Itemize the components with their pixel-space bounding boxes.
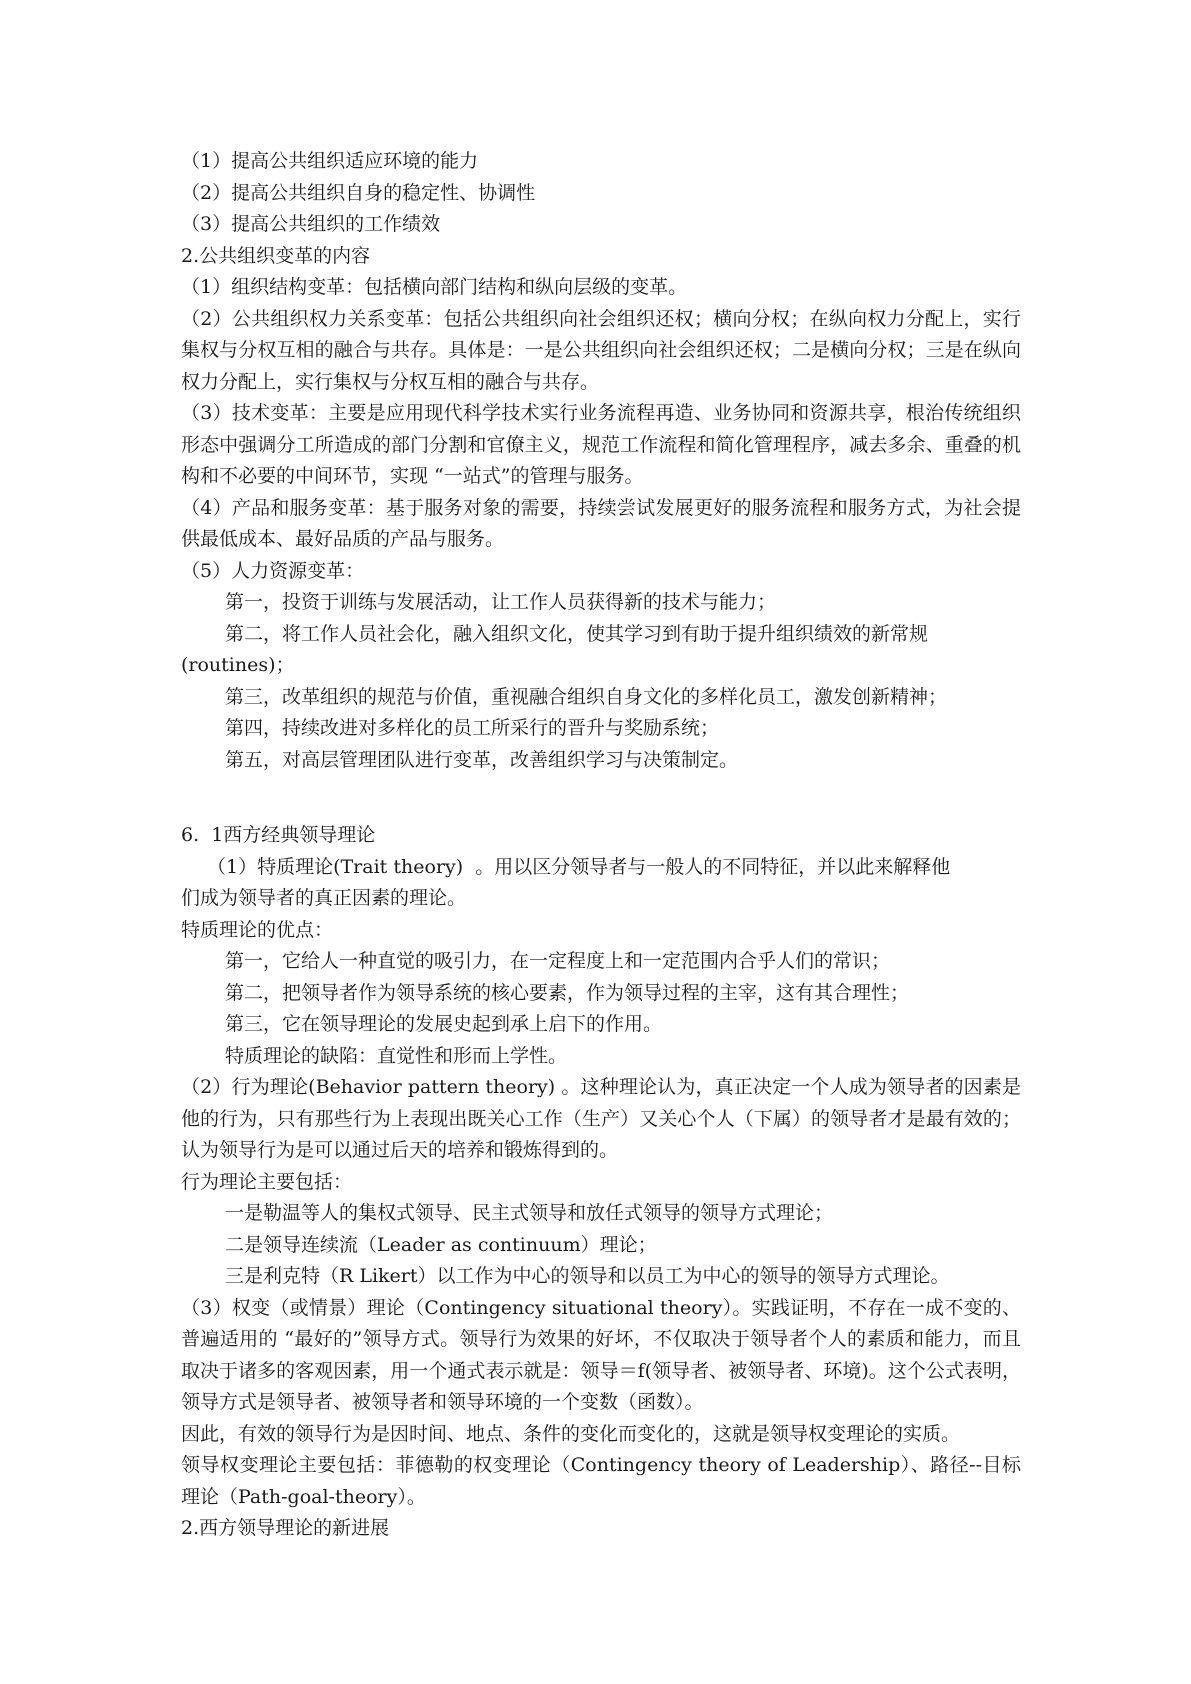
text-line: （2）提高公共组织自身的稳定性、协调性 [181, 181, 536, 204]
text-line: 特质理论的优点： [181, 918, 334, 941]
list-item: 二是领导连续流（Leader as continuum）理论； [225, 1233, 657, 1256]
list-item: 第二，把领导者作为领导系统的核心要素，作为领导过程的主宰，这有其合理性； [225, 981, 910, 1004]
paragraph: （2）公共组织权力关系变革：包括公共组织向社会组织还权；横向分权；在纵向权力分配上，实行集权与分权互相的融合与共存。具体是：一是公共组织向社会组织还权；二是横向分权；三是在纵向权力分配上，实行集权与分权互相的融合与共存。 [181, 307, 1021, 393]
blank-gap [181, 776, 1021, 820]
section-heading: 2.公共组织变革的内容 [181, 244, 371, 267]
paragraph: 因此，有效的领导行为是因时间、地点、条件的变化而变化的，这就是领导权变理论的实质。 [181, 1422, 961, 1445]
paragraph: （2）行为理论(Behavior pattern theory) 。这种理论认为，真正决定一个人成为领导者的因素是他的行为，只有那些行为上表现出既关心工作（生产）又关心个人（下属）的领导者才是最有效的；认为领导行为是可以通过后天的培养和锻炼得到的。 [181, 1076, 1021, 1161]
text-line: （5）人力资源变革： [181, 559, 365, 582]
list-item: 第三，它在领导理论的发展史起到承上启下的作用。 [225, 1013, 663, 1035]
list-item: 第四，持续改进对多样化的员工所采行的晋升与奖励系统； [225, 717, 720, 739]
text-line: （1）组织结构变革：包括横向部门结构和纵向层级的变革。 [181, 276, 688, 298]
list-item: 第五，对高层管理团队进行变革，改善组织学习与决策制定。 [225, 748, 739, 771]
text-line: （3）提高公共组织的工作绩效 [181, 213, 441, 235]
paragraph-continuation: 们成为领导者的真正因素的理论。 [181, 887, 467, 909]
text-line: 行为理论主要包括： [181, 1170, 353, 1193]
section-heading: 2.西方领导理论的新进展 [181, 1517, 390, 1539]
text-line: （1）提高公共组织适应环境的能力 [181, 150, 479, 172]
paragraph: （3）权变（或情景）理论（Contingency situational theory）。实践证明，不存在一成不变的、普遍适用的 “最好的”领导方式。领导行为效果的好坏，不仅取决于领导者个人的素质和能力，而且取决于诸多的客观因素，用一个通式表示就是：领导＝f(领导者、被领导者、环境)。这个公式表明，领导方式是领导者、被领导者和领导环境的一个变数（函数）。 [181, 1296, 1021, 1413]
document-page [181, 146, 1021, 1545]
list-item: 第三，改革组织的规范与价值，重视融合组织自身文化的多样化员工，激发创新精神； [225, 685, 948, 708]
list-item: 第二，将工作人员社会化，融入组织文化，使其学习到有助于提升组织绩效的新常规 [225, 622, 929, 645]
paragraph: （3）技术变革：主要是应用现代科学技术实行业务流程再造、业务协同和资源共享，根治传统组织形态中强调分工所造成的部门分割和官僚主义，规范工作流程和简化管理程序，减去多余、重叠的机构和不必要的中间环节，实现 “一站式”的管理与服务。 [181, 402, 1021, 487]
list-item: 特质理论的缺陷：直觉性和形而上学性。 [225, 1044, 568, 1067]
list-item: 一是勒温等人的集权式领导、民主式领导和放任式领导的领导方式理论； [225, 1202, 834, 1224]
section-heading: 6. 1西方经典领导理论 [181, 824, 376, 846]
list-item: 第一，它给人一种直觉的吸引力，在一定程度上和一定范围内合乎人们的常识； [225, 950, 891, 972]
list-item: 第一，投资于训练与发展活动，让工作人员获得新的技术与能力； [225, 591, 777, 613]
paragraph: （4）产品和服务变革：基于服务对象的需要，持续尝试发展更好的服务流程和服务方式，为社会提供最低成本、最好品质的产品与服务。 [181, 496, 1021, 550]
paragraph: （1）特质理论(Trait theory) 。用以区分领导者与一般人的不同特征，并以此来解释他 [207, 855, 951, 878]
list-item: 三是利克特（R Likert）以工作为中心的领导和以员工为中心的领导的领导方式理论。 [225, 1265, 950, 1287]
paragraph: 领导权变理论主要包括：菲德勒的权变理论（Contingency theory of Leadership）、路径--目标理论（Path-goal-theory）。 [181, 1454, 1021, 1508]
list-item-continuation: (routines)； [181, 654, 295, 676]
